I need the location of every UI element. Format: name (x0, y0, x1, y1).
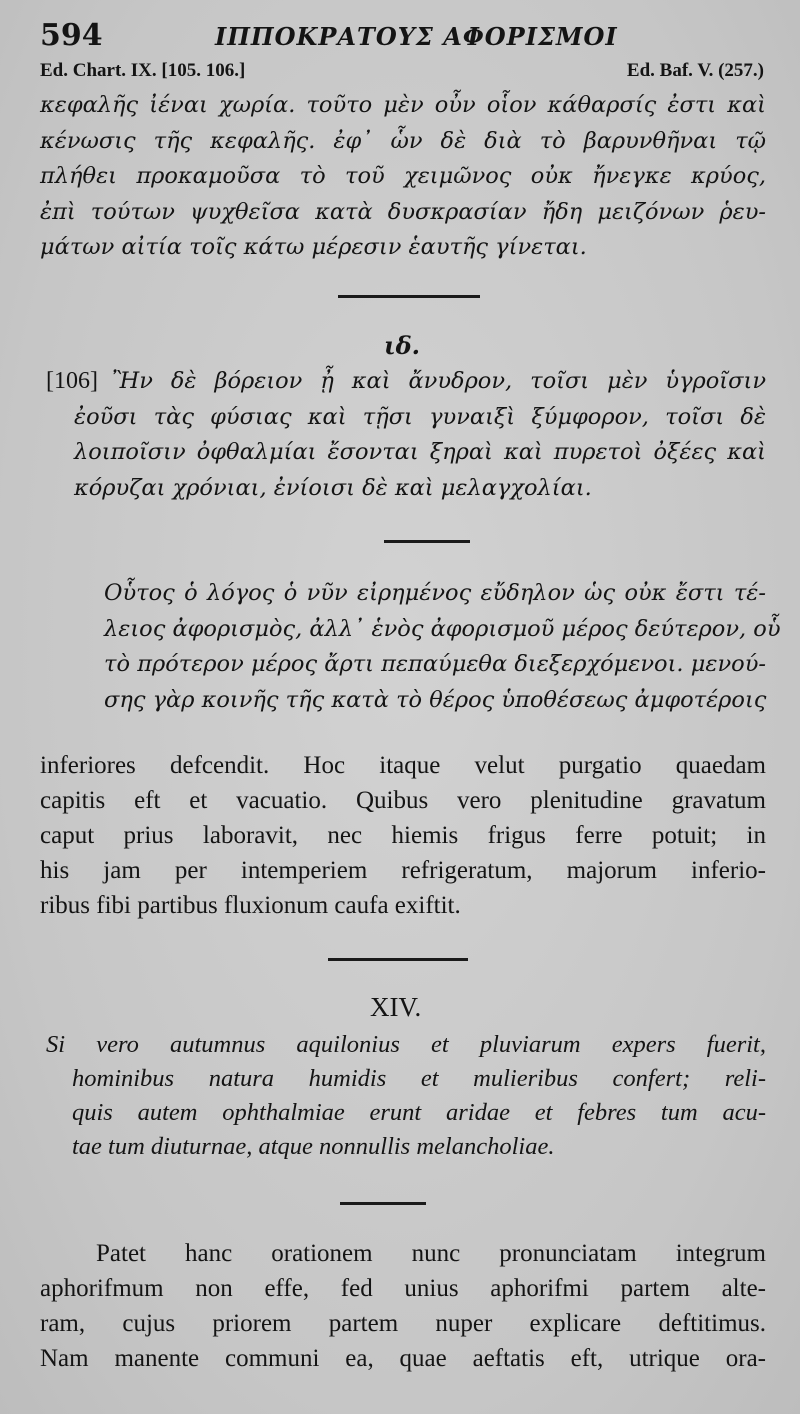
text-line: κεφαλῆς ἰέναι χωρία. τοῦτο μὲν οὖν οἷον κάθαρσίς ἐστι καὶ (40, 92, 766, 118)
section-divider (384, 540, 470, 543)
text-line: hominibus natura humidis et mulieribus confert; reli- (72, 1065, 766, 1092)
text-line: Si vero autumnus aquilonius et pluviarum expers fuerit, (46, 1031, 766, 1058)
edition-basel-reference: Ed. Baf. V. (257.) (626, 60, 764, 81)
page-number: 594 (40, 18, 103, 53)
chapter-marker: [106] (46, 368, 98, 394)
text-line: Οὗτος ὁ λόγος ὁ νῦν εἰρημένος εὔδηλον ὡς οὐκ ἔστι τέ- (104, 580, 766, 606)
text-line: capitis eft et vacuatio. Quibus vero plenitudine gravatum (40, 787, 766, 814)
text-line: ἐπὶ τούτων ψυχθεῖσα κατὰ δυσκρασίαν ἤδη μειζόνων ῥευ- (40, 198, 766, 225)
greek-commentary-paragraph-2 (40, 576, 781, 718)
text-line: τὸ πρότερον μέρος ἄρτι πεπαύμεθα διεξερχόμενοι. μενού- (104, 651, 766, 677)
latin-aphorism-numeral: XIV. (370, 992, 422, 1022)
latin-commentary-paragraph-2 (40, 1236, 766, 1376)
text-line (46, 364, 766, 400)
text-line: ἐοῦσι τὰς φύσιας καὶ τῇσι γυναιξὶ ξύμφορον, τοῖσι δὲ (74, 403, 766, 430)
latin-aphorism-paragraph (40, 1028, 766, 1164)
text-line: caput prius laboravit, nec hiemis frigus ferre potuit; in (40, 822, 766, 849)
edition-reference-line (40, 60, 764, 88)
greek-aphorism-paragraph (40, 364, 766, 506)
section-divider (338, 295, 480, 298)
text-line: μάτων αἰτία τοῖς κάτω μέρεσιν ἑαυτῆς γίνεται. (40, 234, 587, 260)
text-line: λειος ἀφορισμὸς, ἀλλ᾽ ἑνὸς ἀφορισμοῦ μέρος δεύτερον, οὗ (104, 615, 781, 642)
greek-aphorism-numeral: ιδ. (384, 331, 420, 360)
text-line: tae tum diuturnae, atque nonnullis melancholiae. (72, 1133, 555, 1160)
aphorism-first-line: Ἢν δὲ βόρειον ᾖ καὶ ἄνυδρον, τοῖσι μὲν ὑγροῖσιν (111, 368, 766, 394)
text-line: λοιποῖσιν ὀφθαλμίαι ἔσονται ξηραὶ καὶ πυρετοὶ ὀξέες καὶ (74, 439, 766, 465)
text-line: κένωσις τῆς κεφαλῆς. ἐφ᾽ ὧν δὲ διὰ τὸ βαρυνθῆναι τῷ (40, 127, 766, 154)
edition-chart-reference: Ed. Chart. IX. [105. 106.] (40, 60, 246, 81)
section-divider (328, 958, 468, 961)
text-line: inferiores defcendit. Hoc itaque velut purgatio quaedam (40, 752, 766, 779)
running-title: ΙΠΠΟΚΡΑΤΟΥΣ ΑΦΟΡΙΣΜΟΙ (215, 22, 618, 51)
section-divider (340, 1202, 426, 1205)
text-line: σης γὰρ κοινῆς τῆς κατὰ τὸ θέρος ὑποθέσεως ἀμφοτέροις (104, 686, 767, 713)
text-line: ribus fibi partibus fluxionum caufa exiftit. (40, 892, 461, 919)
text-line: κόρυζαι χρόνιαι, ἐνίοισι δὲ καὶ μελαγχολίαι. (74, 474, 592, 501)
page-header (40, 18, 760, 52)
text-line: Nam manente communi ea, quae aeftatis eft, utrique ora- (40, 1345, 766, 1372)
text-line: aphorifmum non effe, fed unius aphorifmi partem alte- (40, 1275, 766, 1302)
text-line: ram, cujus priorem partem nuper explicare deftitimus. (40, 1310, 766, 1337)
text-line: πλήθει προκαμοῦσα τὸ τοῦ χειμῶνος οὐκ ἤνεγκε κρύος, (40, 163, 766, 189)
latin-commentary-paragraph (40, 748, 766, 923)
text-line: quis autem ophthalmiae erunt aridae et febres tum acu- (72, 1099, 766, 1126)
text-line: Patet hanc orationem nunc pronunciatam integrum (96, 1240, 766, 1267)
greek-commentary-paragraph (40, 88, 766, 266)
text-line: his jam per intemperiem refrigeratum, majorum inferio- (40, 857, 766, 884)
